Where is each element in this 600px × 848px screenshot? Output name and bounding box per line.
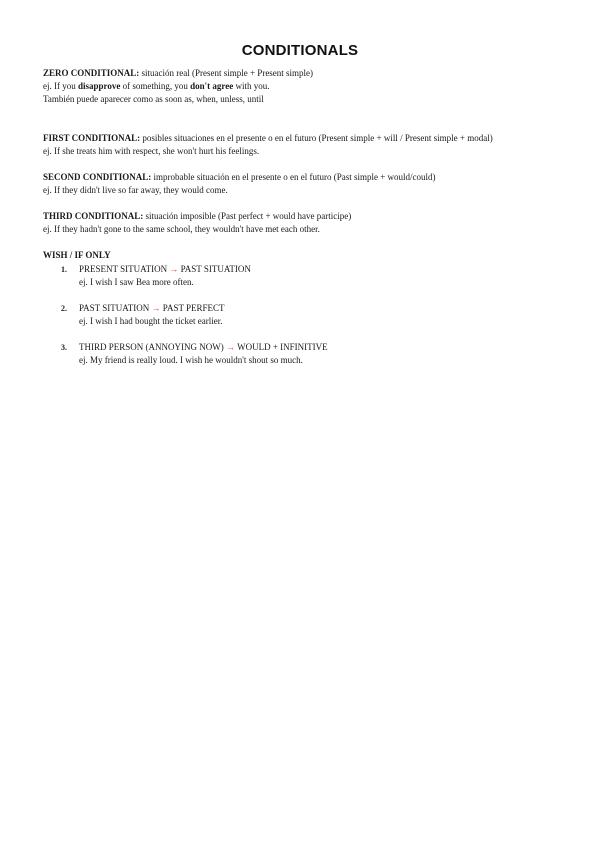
- second-conditional-definition: [43, 171, 563, 184]
- arrow-right-icon: →: [226, 342, 235, 352]
- rule-right: PAST PERFECT: [162, 303, 225, 313]
- wish-list: [43, 263, 563, 367]
- wish-rule: [79, 263, 563, 276]
- rule-left: PRESENT SITUATION: [79, 264, 168, 274]
- zero-conditional-desc: situación real (Present simple + Present simple): [139, 68, 314, 78]
- first-conditional-desc: posibles situaciones en el presente o en el futuro (Present simple + will / Present simple + modal): [140, 133, 493, 143]
- list-item: [43, 302, 563, 328]
- third-conditional-example: ej. If they hadn't gone to the same school, they wouldn't have met each other.: [43, 224, 320, 234]
- example-text: ej. If you: [43, 81, 78, 91]
- zero-conditional-definition: [43, 67, 563, 80]
- wish-section: [43, 249, 563, 367]
- second-conditional-section: [43, 171, 563, 197]
- wish-rule: [79, 302, 563, 315]
- rule-left: PAST SITUATION: [79, 303, 150, 313]
- third-conditional-section: [43, 210, 563, 236]
- list-number: 1.: [61, 265, 67, 274]
- zero-conditional-example: [43, 80, 563, 93]
- arrow-right-icon: →: [151, 303, 161, 313]
- document-body: [43, 67, 563, 380]
- second-conditional-example: ej. If they didn't live so far away, they would come.: [43, 185, 228, 195]
- first-conditional-definition: [43, 132, 563, 145]
- arrow-right-icon: →: [169, 264, 179, 274]
- example-bold-term: disapprove: [78, 81, 121, 91]
- page-title: CONDITIONALS: [241, 42, 359, 59]
- zero-conditional-heading: ZERO CONDITIONAL:: [43, 68, 140, 78]
- list-item: [43, 341, 563, 367]
- wish-heading: WISH / IF ONLY: [43, 250, 111, 260]
- example-text: of something, you: [120, 81, 191, 91]
- wish-example: ej. I wish I saw Bea more often.: [79, 277, 194, 287]
- first-conditional-section: [43, 132, 563, 158]
- second-conditional-desc: improbable situación en el presente o en el futuro (Past simple + would/could): [151, 172, 436, 182]
- rule-right: PAST SITUATION: [180, 264, 251, 274]
- zero-conditional-note: También puede aparecer como as soon as, when, unless, until: [43, 94, 264, 104]
- wish-example: ej. I wish I had bought the ticket earlier.: [79, 316, 223, 326]
- third-conditional-definition: [43, 210, 563, 223]
- example-bold-term: don't agree: [190, 81, 234, 91]
- example-text: with you.: [233, 81, 270, 91]
- second-conditional-heading: SECOND CONDITIONAL:: [43, 172, 152, 182]
- third-conditional-desc: situación imposible (Past perfect + would have participe): [143, 211, 352, 221]
- wish-rule: [79, 341, 563, 354]
- wish-example: ej. My friend is really loud. I wish he wouldn't shout so much.: [79, 355, 303, 365]
- third-conditional-heading: THIRD CONDITIONAL:: [43, 211, 144, 221]
- first-conditional-example: ej. If she treats him with respect, she won't hurt his feelings.: [43, 146, 260, 156]
- list-item: [43, 263, 563, 289]
- zero-conditional-section: [43, 67, 563, 106]
- list-number: 2.: [61, 304, 67, 313]
- list-number: 3.: [61, 343, 67, 352]
- rule-right: WOULD + INFINITIVE: [237, 342, 328, 352]
- first-conditional-heading: FIRST CONDITIONAL:: [43, 133, 141, 143]
- rule-left: THIRD PERSON (ANNOYING NOW): [79, 342, 224, 352]
